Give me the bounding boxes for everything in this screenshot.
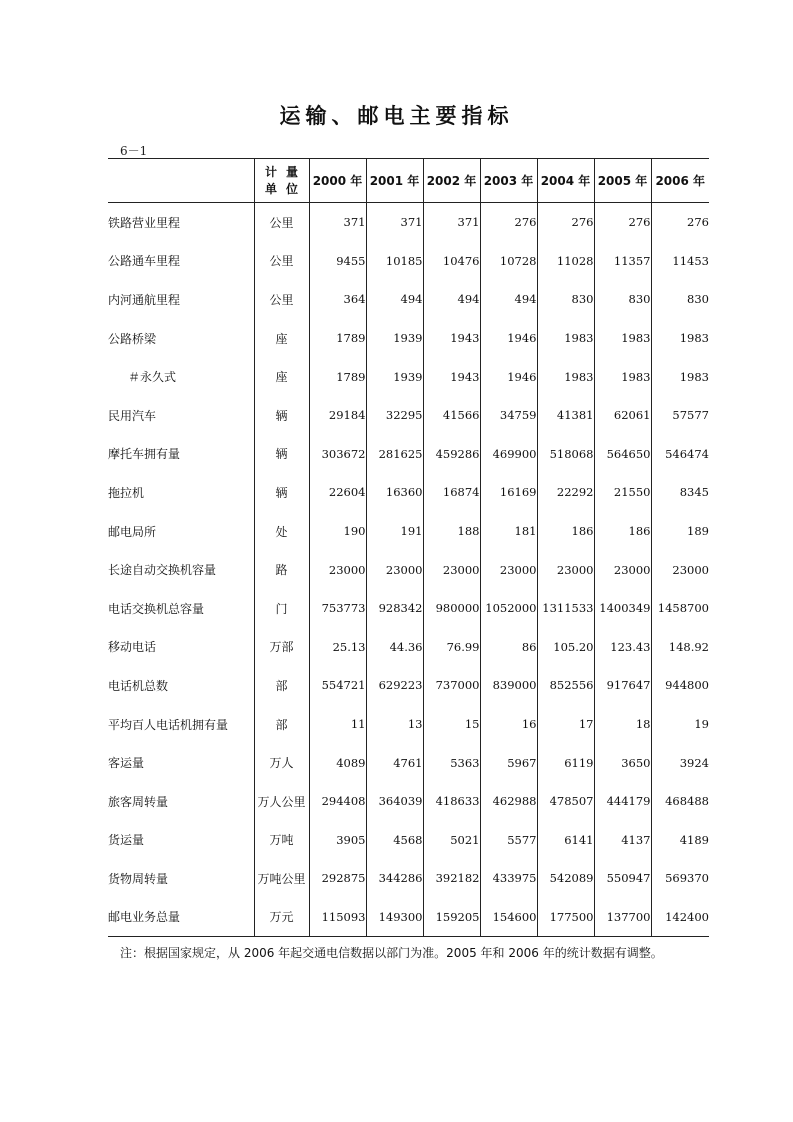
header-year-2006: 2006 年 [651, 159, 709, 203]
indicator-unit: 公里 [254, 242, 309, 281]
header-unit-line2: 单位 [264, 181, 307, 196]
indicator-unit: 万人 [254, 743, 309, 782]
table-row [108, 666, 709, 705]
value-cell: 371 [309, 203, 366, 242]
value-cell: 276 [480, 203, 537, 242]
value-cell: 137700 [594, 898, 651, 937]
table-row [108, 512, 709, 551]
table-row [108, 589, 709, 628]
value-cell: 364039 [366, 782, 423, 821]
value-cell: 830 [594, 280, 651, 319]
value-cell: 753773 [309, 589, 366, 628]
value-cell: 177500 [537, 898, 594, 937]
value-cell: 1983 [679, 331, 709, 346]
value-cell: 105.20 [537, 628, 594, 667]
header-unit-line1: 计量 [264, 164, 307, 179]
value-cell: 737000 [423, 666, 480, 705]
value-cell: 980000 [423, 589, 480, 628]
value-cell: 5577 [480, 821, 537, 860]
indicator-name: 旅客周转量 [108, 794, 169, 809]
header-unit-cell [254, 159, 309, 203]
value-cell: 11028 [537, 242, 594, 281]
table-row [108, 435, 709, 474]
indicator-name: 客运量 [108, 756, 145, 771]
value-cell: 5967 [480, 743, 537, 782]
table-row [108, 628, 709, 667]
value-cell: 22292 [537, 473, 594, 512]
value-cell: 44.36 [366, 628, 423, 667]
value-cell: 1458700 [657, 601, 709, 616]
value-cell: 444179 [594, 782, 651, 821]
value-cell: 18 [594, 705, 651, 744]
indicator-unit: 万吨 [254, 821, 309, 860]
value-cell: 6119 [537, 743, 594, 782]
value-cell: 830 [687, 292, 709, 307]
page-title: 运输、邮电主要指标 [279, 104, 514, 128]
value-cell: 148.92 [668, 639, 709, 654]
table-row [108, 242, 709, 281]
value-cell: 186 [594, 512, 651, 551]
value-cell: 459286 [423, 435, 480, 474]
indicator-name: 电话交换机总容量 [108, 601, 205, 616]
indicator-unit: 辆 [254, 435, 309, 474]
value-cell: 1789 [309, 319, 366, 358]
value-cell: 1946 [480, 319, 537, 358]
value-cell: 1983 [537, 357, 594, 396]
value-cell: 1789 [309, 357, 366, 396]
value-cell: 16874 [423, 473, 480, 512]
value-cell: 10185 [366, 242, 423, 281]
value-cell: 1943 [423, 357, 480, 396]
value-cell: 4089 [309, 743, 366, 782]
value-cell: 32295 [366, 396, 423, 435]
table-row [108, 280, 709, 319]
value-cell: 21550 [594, 473, 651, 512]
value-cell: 189 [687, 524, 709, 539]
value-cell: 34759 [480, 396, 537, 435]
value-cell: 5363 [423, 743, 480, 782]
value-cell: 23000 [423, 550, 480, 589]
value-cell: 917647 [594, 666, 651, 705]
indicator-unit: 万人公里 [254, 782, 309, 821]
value-cell: 1939 [366, 357, 423, 396]
value-cell: 23000 [594, 550, 651, 589]
value-cell: 41381 [537, 396, 594, 435]
value-cell: 23000 [672, 562, 709, 577]
value-cell: 629223 [366, 666, 423, 705]
header-year-2002: 2002 年 [423, 159, 480, 203]
value-cell: 1946 [480, 357, 537, 396]
table-row [108, 357, 709, 396]
value-cell: 10476 [423, 242, 480, 281]
indicator-name: 移动电话 [108, 640, 157, 655]
indicator-name: 平均百人电话机拥有量 [108, 717, 229, 732]
value-cell: 186 [537, 512, 594, 551]
indicator-unit: 辆 [254, 396, 309, 435]
header-year-2000: 2000 年 [309, 159, 366, 203]
value-cell: 188 [423, 512, 480, 551]
value-cell: 542089 [537, 859, 594, 898]
value-cell: 392182 [423, 859, 480, 898]
header-year-2001: 2001 年 [366, 159, 423, 203]
indicator-unit: 辆 [254, 473, 309, 512]
table-row [108, 743, 709, 782]
indicator-name: ＃永久式 [128, 370, 177, 385]
value-cell: 1052000 [480, 589, 537, 628]
value-cell: 4761 [366, 743, 423, 782]
table-row [108, 705, 709, 744]
value-cell: 469900 [480, 435, 537, 474]
value-cell: 4568 [366, 821, 423, 860]
value-cell: 1939 [366, 319, 423, 358]
value-cell: 16 [480, 705, 537, 744]
value-cell: 15 [423, 705, 480, 744]
footnote: 注：根据国家规定，从 2006 年起交通电信数据以部门为准。2005 年和 2006 年的统计数据有调整。 [120, 946, 663, 960]
value-cell: 13 [366, 705, 423, 744]
value-cell: 8345 [679, 485, 709, 500]
value-cell: 16360 [366, 473, 423, 512]
value-cell: 852556 [537, 666, 594, 705]
value-cell: 86 [480, 628, 537, 667]
value-cell: 41566 [423, 396, 480, 435]
indicator-unit: 座 [254, 319, 309, 358]
indicator-name: 铁路营业里程 [108, 215, 181, 230]
value-cell: 123.43 [594, 628, 651, 667]
header-indicator-cell [108, 159, 254, 203]
table-body [108, 203, 709, 937]
table-code: 6－1 [120, 144, 148, 158]
value-cell: 1943 [423, 319, 480, 358]
value-cell: 191 [366, 512, 423, 551]
value-cell: 494 [480, 280, 537, 319]
value-cell: 494 [366, 280, 423, 319]
value-cell: 23000 [366, 550, 423, 589]
header-year-2003: 2003 年 [480, 159, 537, 203]
value-cell: 364 [309, 280, 366, 319]
indicator-name: 邮电局所 [108, 524, 157, 539]
value-cell: 10728 [480, 242, 537, 281]
indicator-unit: 部 [254, 666, 309, 705]
value-cell: 22604 [309, 473, 366, 512]
header-year-2005: 2005 年 [594, 159, 651, 203]
table-row [108, 859, 709, 898]
value-cell: 23000 [309, 550, 366, 589]
value-cell: 462988 [480, 782, 537, 821]
table-row [108, 473, 709, 512]
value-cell: 830 [537, 280, 594, 319]
value-cell: 23000 [480, 550, 537, 589]
value-cell: 11453 [672, 253, 709, 268]
value-cell: 29184 [309, 396, 366, 435]
value-cell: 4189 [679, 832, 709, 847]
value-cell: 468488 [665, 794, 709, 809]
indicator-name: 货运量 [108, 833, 145, 848]
value-cell: 554721 [309, 666, 366, 705]
indicator-unit: 公里 [254, 203, 309, 242]
table-row [108, 203, 709, 242]
value-cell: 19 [694, 717, 709, 732]
table-row [108, 898, 709, 937]
value-cell: 181 [480, 512, 537, 551]
value-cell: 944800 [665, 678, 709, 693]
value-cell: 1400349 [594, 589, 651, 628]
indicator-name: 公路通车里程 [108, 254, 181, 269]
indicator-name: 内河通航里程 [108, 292, 181, 307]
value-cell: 518068 [537, 435, 594, 474]
value-cell: 569370 [665, 871, 709, 886]
value-cell: 371 [423, 203, 480, 242]
value-cell: 57577 [672, 408, 709, 423]
value-cell: 433975 [480, 859, 537, 898]
value-cell: 159205 [423, 898, 480, 937]
value-cell: 276 [594, 203, 651, 242]
value-cell: 344286 [366, 859, 423, 898]
value-cell: 281625 [366, 435, 423, 474]
value-cell: 5021 [423, 821, 480, 860]
indicators-table [108, 158, 709, 937]
value-cell: 928342 [366, 589, 423, 628]
indicator-unit: 门 [254, 589, 309, 628]
value-cell: 62061 [594, 396, 651, 435]
value-cell: 16169 [480, 473, 537, 512]
value-cell: 190 [309, 512, 366, 551]
value-cell: 25.13 [309, 628, 366, 667]
value-cell: 1983 [594, 357, 651, 396]
table-row [108, 396, 709, 435]
indicator-name: 公路桥梁 [108, 331, 157, 346]
value-cell: 17 [537, 705, 594, 744]
indicator-unit: 座 [254, 357, 309, 396]
indicator-name: 电话机总数 [108, 678, 169, 693]
indicator-name: 邮电业务总量 [108, 910, 181, 925]
value-cell: 292875 [309, 859, 366, 898]
indicator-unit: 万部 [254, 628, 309, 667]
value-cell: 839000 [480, 666, 537, 705]
indicator-name: 拖拉机 [108, 485, 145, 500]
value-cell: 371 [366, 203, 423, 242]
indicator-unit: 处 [254, 512, 309, 551]
value-cell: 478507 [537, 782, 594, 821]
value-cell: 6141 [537, 821, 594, 860]
value-cell: 4137 [594, 821, 651, 860]
value-cell: 11 [309, 705, 366, 744]
indicator-name: 摩托车拥有量 [108, 447, 181, 462]
indicator-name: 货物周转量 [108, 871, 169, 886]
value-cell: 3905 [309, 821, 366, 860]
indicator-name: 长途自动交换机容量 [108, 563, 217, 578]
value-cell: 1983 [679, 369, 709, 384]
value-cell: 1311533 [537, 589, 594, 628]
value-cell: 3650 [594, 743, 651, 782]
indicator-unit: 路 [254, 550, 309, 589]
indicator-unit: 万元 [254, 898, 309, 937]
table-row [108, 821, 709, 860]
value-cell: 3924 [679, 755, 709, 770]
value-cell: 1983 [594, 319, 651, 358]
indicator-unit: 万吨公里 [254, 859, 309, 898]
value-cell: 9455 [309, 242, 366, 281]
value-cell: 564650 [594, 435, 651, 474]
value-cell: 11357 [594, 242, 651, 281]
value-cell: 276 [537, 203, 594, 242]
value-cell: 494 [423, 280, 480, 319]
value-cell: 154600 [480, 898, 537, 937]
value-cell: 23000 [537, 550, 594, 589]
value-cell: 115093 [309, 898, 366, 937]
value-cell: 76.99 [423, 628, 480, 667]
value-cell: 550947 [594, 859, 651, 898]
value-cell: 294408 [309, 782, 366, 821]
table-row [108, 319, 709, 358]
value-cell: 1983 [537, 319, 594, 358]
indicator-unit: 部 [254, 705, 309, 744]
indicator-unit: 公里 [254, 280, 309, 319]
table-header-row [108, 159, 709, 203]
value-cell: 418633 [423, 782, 480, 821]
value-cell: 303672 [309, 435, 366, 474]
value-cell: 276 [687, 215, 709, 230]
value-cell: 546474 [665, 446, 709, 461]
value-cell: 149300 [366, 898, 423, 937]
header-year-2004: 2004 年 [537, 159, 594, 203]
table-row [108, 550, 709, 589]
indicator-name: 民用汽车 [108, 408, 157, 423]
table-row [108, 782, 709, 821]
value-cell: 142400 [665, 909, 709, 924]
